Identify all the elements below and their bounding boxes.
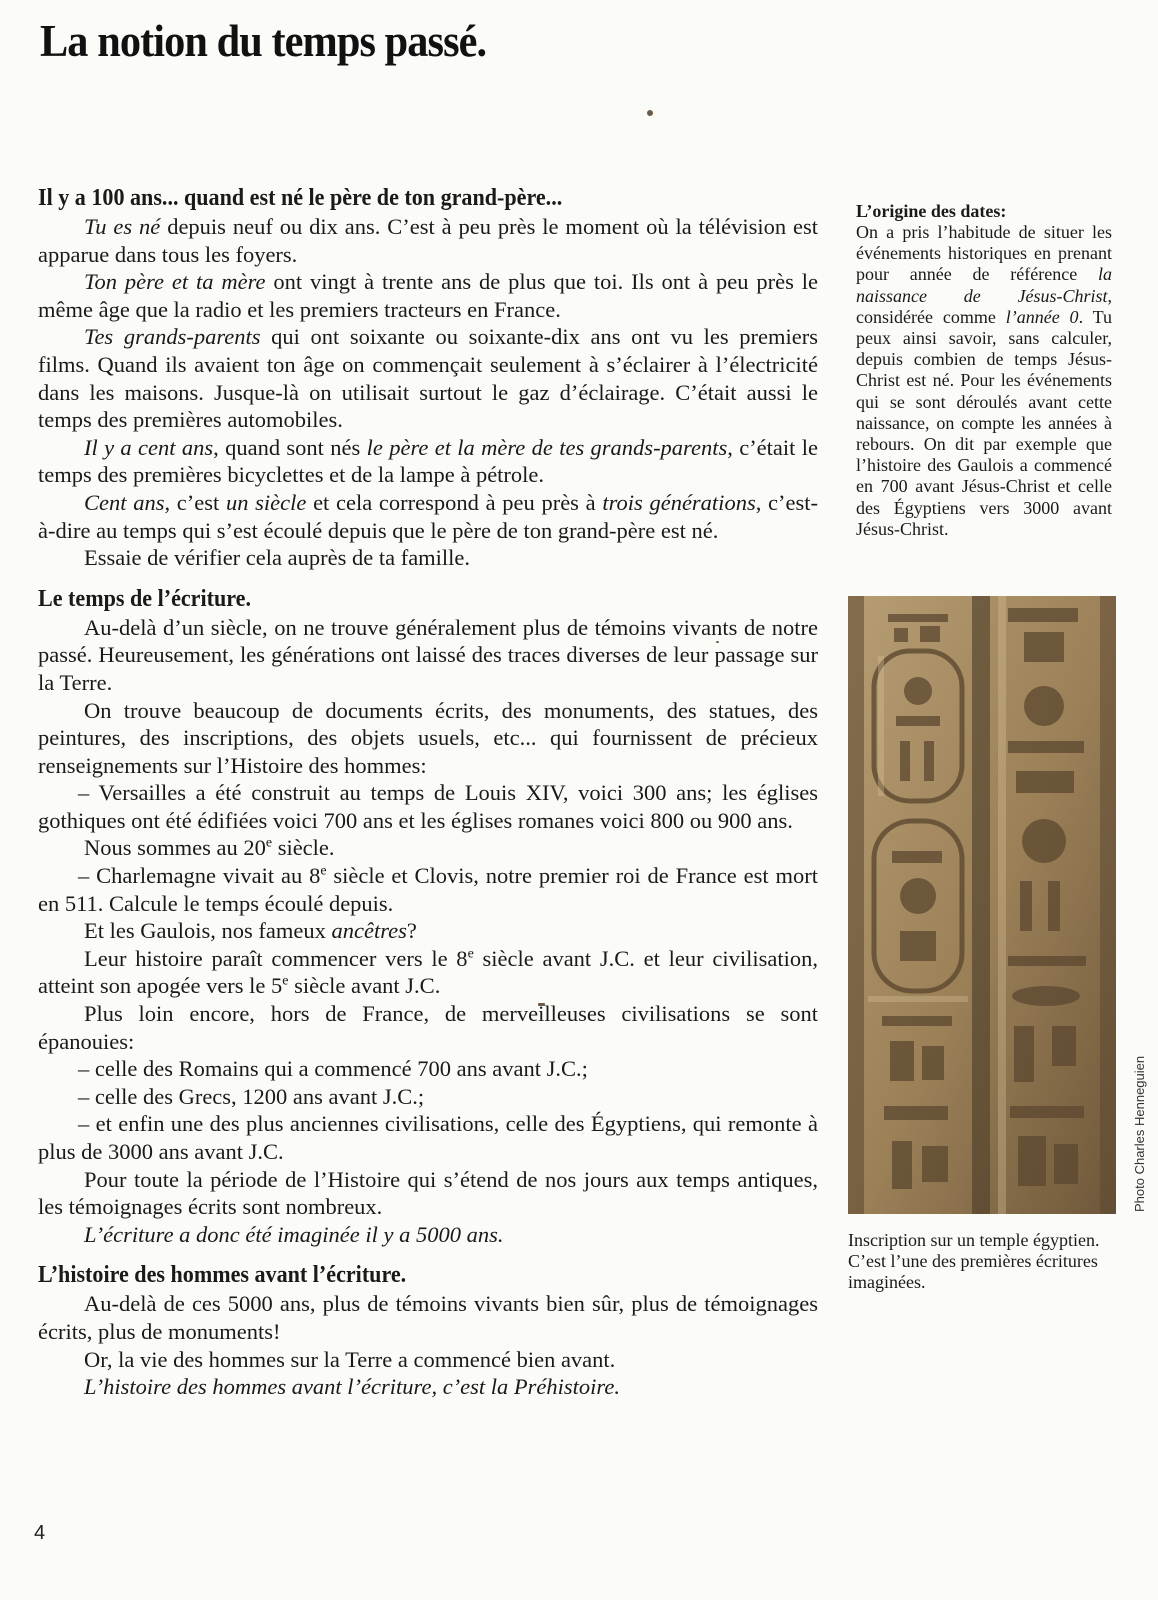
sidebar-text [856, 222, 1112, 540]
text-run: siècle et Clovis, notre premier roi de France est mort en 511. Calcule le temps écoulé depuis. [38, 863, 818, 916]
paragraph [38, 1373, 818, 1401]
paragraph [38, 434, 818, 489]
section-100-ans [38, 183, 818, 572]
text-run: Leur histoire paraît commencer vers le 8 [84, 945, 468, 971]
text-run: e [320, 863, 327, 879]
page-title: La notion du temps passé. [40, 15, 487, 66]
text-run: ? [406, 918, 417, 944]
text-run: un siècle [225, 489, 307, 515]
section-heading: Il y a 100 ans... quand est né le père de ton grand-père... [38, 185, 563, 211]
text-run: Au-delà d’un siècle, on ne trouve généralement plus de témoins vivants de notre passé. Heureusement, les générations ont laissé des traces diverses de leur passage sur la Terre. [38, 614, 818, 695]
text-run: Pour toute la période de l’Histoire qui s’étend de nos jours aux temps antiques, les témoignages écrits sont nombreux. [38, 1166, 818, 1220]
text-run: ont vingt à trente ans de plus que toi. Ils ont à peu près le même âge que la radio et les premiers tracteurs en France. [38, 269, 818, 322]
paragraph [38, 1290, 818, 1345]
photo-caption: Inscription sur un temple égyptien. C’est l’une des premières écritures imaginées. [848, 1230, 1100, 1292]
paragraph [38, 489, 818, 544]
paragraph [38, 1000, 818, 1055]
text-run: – et enfin une des plus anciennes civilisations, celle des Égyptiens, qui remonte à plus de 3000 ans avant J.C. [38, 1111, 818, 1164]
page-number: 4 [34, 1522, 46, 1544]
paragraph [38, 268, 818, 323]
text-run: siècle avant J.C. et leur civilisation, atteint son apogée vers le 5 [38, 945, 818, 999]
paragraph [38, 1083, 818, 1111]
paragraph [38, 544, 818, 572]
paragraph [38, 614, 818, 697]
text-run: Au-delà de ces 5000 ans, plus de témoins vivants bien sûr, plus de témoignages écrits, plus de monuments! [38, 1291, 818, 1344]
text-run: – Versailles a été construit au temps de Louis XIV, voici 300 ans; les églises gothiques ont été édifiées voici 700 ans et les églises romanes voici 800 ou 900 ans. [38, 780, 818, 833]
paragraph [38, 697, 818, 780]
section-prehistoire [38, 1260, 818, 1400]
paragraph [38, 917, 818, 945]
text-run: Il y a cent ans [84, 434, 214, 460]
text-run: ancêtres [331, 918, 407, 944]
text-run: L’histoire des hommes avant l’écriture, c’est la Préhistoire. [84, 1374, 620, 1400]
text-run: et cela correspond à peu près à [306, 489, 603, 515]
egyptian-hieroglyph-relief-icon [848, 596, 1116, 1214]
paragraph [38, 862, 818, 917]
text-run: , c’était le temps des premières bicyclettes et de la lampe à pétrole. [38, 434, 818, 488]
text-run: Or, la vie des hommes sur la Terre a commencé bien avant. [84, 1346, 616, 1372]
text-run: . Tu peux ainsi savoir, sans calculer, depuis combien de temps Jésus-Christ est né. Pour les événements qui se sont déroulés avant cette naissance, on compte les années à rebours. On dit par exemple que l’histoire des Gaulois a commencé en 700 avant Jésus-Christ et celle des Égyptiens vers 3000 avant Jésus-Christ. [856, 306, 1112, 539]
paragraph [38, 1166, 818, 1221]
text-run: e [282, 973, 289, 989]
text-run: , c’est-à-dire au temps qui s’est écoulé depuis que le père de ton grand-père est né. [38, 489, 818, 543]
text-run: L’écriture a donc été imaginée il y a 5000 ans. [84, 1221, 504, 1247]
text-run: – Charlemagne vivait au 8 [78, 863, 321, 889]
paragraph [38, 1110, 818, 1165]
text-run: depuis neuf ou dix ans. C’est à peu près le moment où la télévision est apparue dans tous les foyers. [38, 214, 818, 267]
section-heading: Le temps de l’écriture. [38, 585, 251, 612]
text-run: Plus loin encore, hors de France, de merveilleuses civilisations se sont épanouies: [38, 1001, 818, 1054]
paragraph [38, 1055, 818, 1083]
text-run: qui ont soixante ou soixante-dix ans ont vu les premiers films. Quand ils avaient ton âge on commençait seulement à s’éclairer à l’électricité dans les maisons. Jusque-là on utilisait surtout le gaz d’éclairage. C’était aussi le temps des premières automobiles. [38, 324, 818, 433]
photo-credit: Photo Charles Henneguien [1132, 1055, 1147, 1212]
hieroglyph-photo [848, 596, 1116, 1214]
text-run: , c’est [164, 489, 226, 515]
paragraph [38, 213, 818, 268]
paragraph [38, 779, 818, 834]
text-run: On trouve beaucoup de documents écrits, des monuments, des statues, des peintures, des inscriptions, des objets usuels, etc... qui fournissent de précieux renseignements sur l’Histoire des hommes: [38, 697, 818, 778]
text-run: – celle des Grecs, 1200 ans avant J.C.; [78, 1083, 425, 1109]
sidebar-title: L’origine des dates: [856, 201, 1007, 221]
section-heading: L’histoire des hommes avant l’écriture. [38, 1262, 407, 1289]
section-ecriture [38, 584, 818, 1249]
text-run: , considérée comme [856, 285, 1112, 327]
paragraph [38, 323, 818, 433]
paragraph [38, 1221, 818, 1249]
text-run: Essaie de vérifier cela auprès de ta famille. [84, 545, 471, 571]
text-run: Nous sommes au 20 [84, 835, 266, 861]
text-run: Cent ans [84, 489, 165, 515]
text-run: la naissance de Jésus-Christ [856, 264, 1112, 306]
text-run: trois générations [602, 489, 756, 515]
text-run: e [265, 835, 273, 851]
text-run: Tu es né [84, 214, 161, 239]
text-run: , quand sont nés [213, 434, 367, 460]
sidebar-box [856, 200, 1112, 540]
text-run: – celle des Romains qui a commencé 700 ans avant J.C.; [78, 1056, 588, 1082]
main-text [38, 183, 818, 1401]
text-run: Et les Gaulois, nos fameux [84, 918, 332, 944]
text-run: e [467, 946, 474, 962]
text-run: siècle. [272, 835, 335, 861]
text-run: siècle avant J.C. [288, 973, 441, 999]
paper-speck [647, 110, 653, 116]
text-run: Ton père et ta mère [84, 269, 266, 295]
paragraph [38, 945, 818, 1000]
text-run: le père et la mère de tes grands-parents [366, 434, 728, 460]
text-run: On a pris l’habitude de situer les événements historiques en prenant pour année de référence [856, 222, 1112, 285]
text-run: Tes grands-parents [84, 324, 261, 350]
text-run: l’année 0 [1005, 306, 1079, 327]
paragraph [38, 1346, 818, 1374]
paragraph [38, 834, 818, 862]
